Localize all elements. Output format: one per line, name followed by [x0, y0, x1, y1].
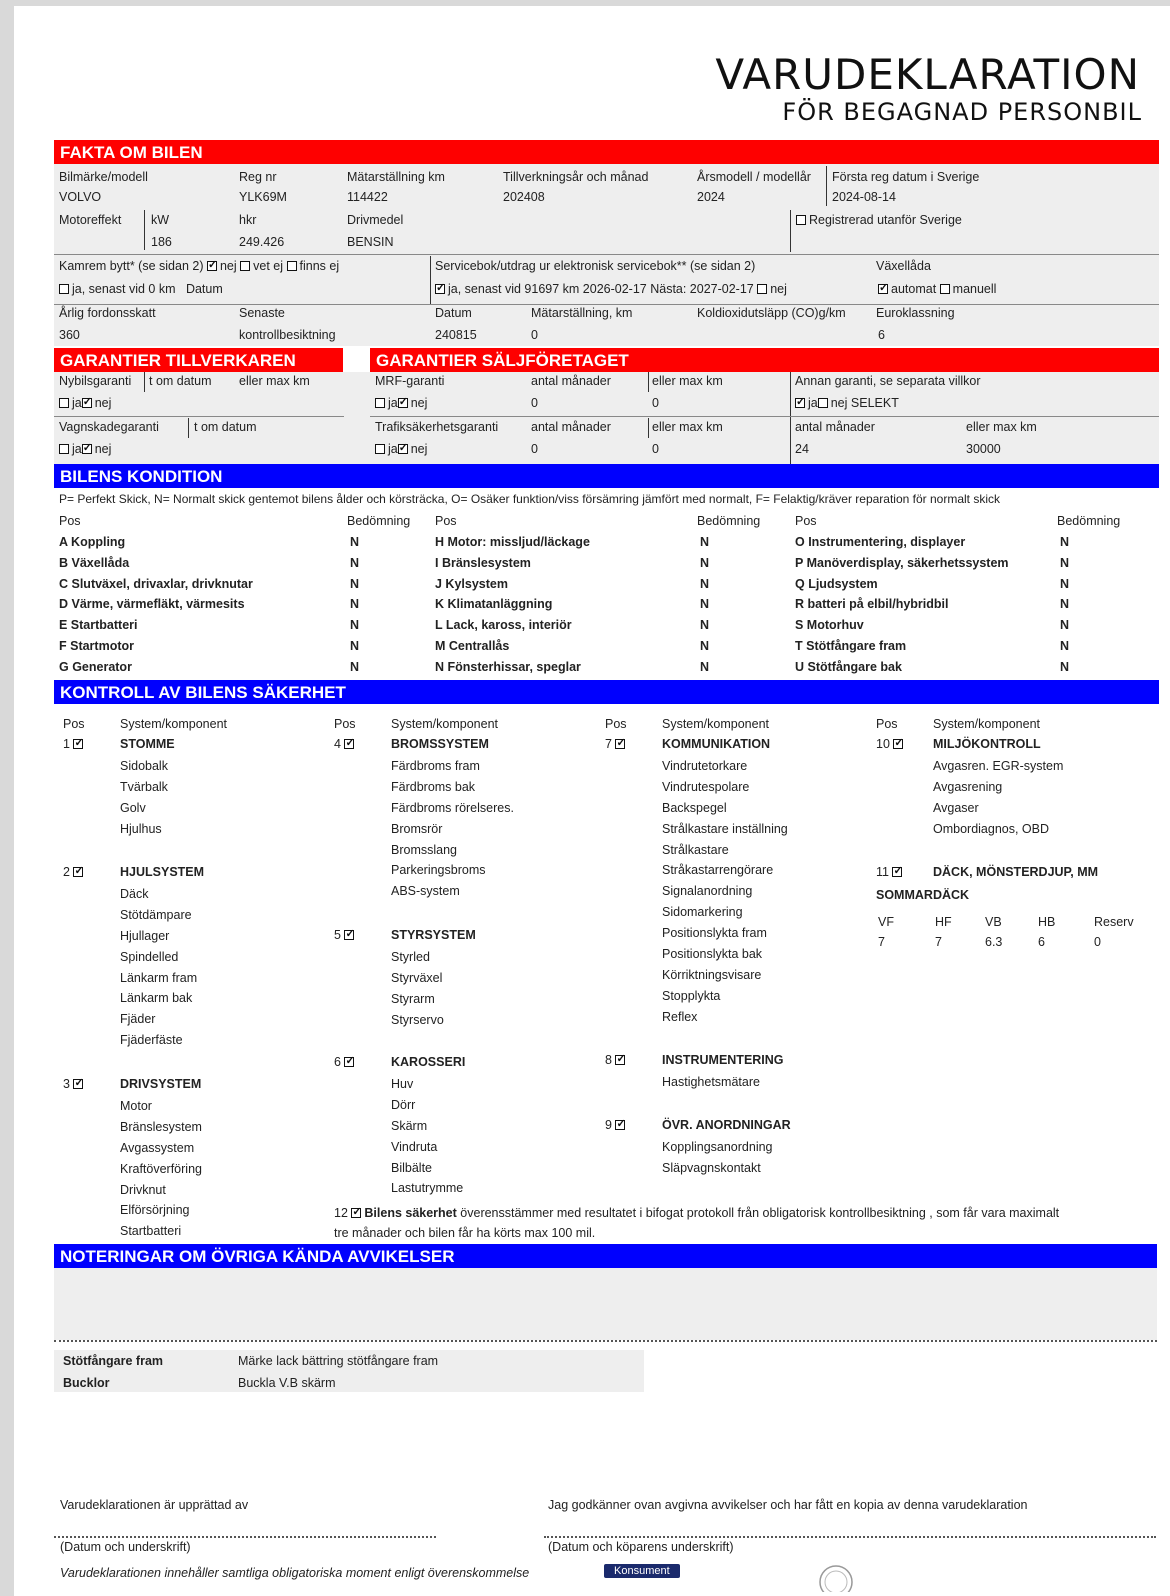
- kondition-pos: J Kylsystem: [435, 576, 508, 591]
- item12-text2: tre månader och bilen får ha körts max 100 mil.: [334, 1226, 596, 1240]
- system-header: System/komponent: [391, 717, 498, 731]
- kontroll-item: Styrled: [391, 949, 430, 964]
- pos-header: Pos: [59, 514, 81, 528]
- pos-header: Pos: [334, 717, 356, 731]
- kontroll-item: Kraftöverföring: [120, 1161, 202, 1176]
- eller-max-km-label: eller max km: [239, 374, 310, 388]
- kontrollbesiktning-label: kontrollbesiktning: [239, 328, 336, 342]
- kontroll-item: Stråkastarrengörare: [662, 863, 774, 878]
- vagnskada-janej: [59, 442, 111, 456]
- koldioxid-label: Koldioxidutsläpp (CO)g/km: [697, 306, 846, 320]
- checkbox-icon[interactable]: [796, 215, 806, 225]
- euroklass-value: 6: [878, 328, 885, 342]
- kondition-value: N: [350, 618, 360, 633]
- kontroll-item: Signalanordning: [662, 884, 753, 899]
- nybil-label: Nybilsgaranti: [59, 374, 132, 388]
- antal-manader-label: antal månader: [531, 374, 611, 388]
- ja-checkbox[interactable]: [59, 444, 69, 454]
- kontroll-group-title: MILJÖKONTROLL: [933, 737, 1041, 751]
- kontroll-item: Hjullager: [120, 928, 170, 943]
- kamrem-label: Kamrem bytt* (se sidan 2): [59, 259, 204, 273]
- noteringar-background: [54, 1268, 1157, 1340]
- hkr-label: hkr: [239, 213, 257, 227]
- eller-max-km-label: eller max km: [652, 374, 723, 388]
- trafik-km-value: 0: [652, 442, 659, 456]
- kontroll-item: Bränslesystem: [120, 1119, 202, 1134]
- kondition-pos: E Startbatteri: [59, 618, 138, 633]
- document-subtitle: FÖR BEGAGNAD PERSONBIL: [782, 98, 1142, 126]
- option-label: ja, senast vid 91697 km 2026-02-17 Nästa: 2027-02-17: [448, 282, 754, 296]
- kondition-value: N: [700, 659, 710, 674]
- kontroll-item: Färdbroms fram: [391, 758, 480, 773]
- system-header: System/komponent: [662, 717, 769, 731]
- tire-header: VB: [985, 915, 1002, 929]
- kondition-value: N: [350, 597, 360, 612]
- kontroll-item: Avgassystem: [120, 1140, 195, 1155]
- euroklass-label: Euroklassning: [876, 306, 955, 320]
- kondition-pos: P Manöverdisplay, säkerhetssystem: [795, 555, 1009, 570]
- field-value: 2024: [697, 190, 725, 204]
- signature-left-label: Varudeklarationen är upprättad av: [60, 1498, 249, 1512]
- kontroll-item: Sidobalk: [120, 758, 168, 773]
- kondition-legend: P= Perfekt Skick, N= Normalt skick gentemot bilens ålder och körsträcka, O= Osäker funktion/viss försämring jämfört med normalt, F= Felaktig/kräver reparation för normalt skick: [59, 492, 1001, 506]
- group-checkbox[interactable]: [344, 739, 354, 749]
- group-number: 3: [63, 1077, 70, 1091]
- kondition-pos: F Startmotor: [59, 639, 134, 653]
- field-label: Tillverkningsår och månad: [503, 170, 649, 184]
- kondition-pos: A Koppling: [59, 535, 126, 549]
- servicebok-row: [435, 282, 787, 296]
- tom-datum-label: t om datum: [194, 420, 257, 434]
- kontroll-item: Bromsslang: [391, 842, 457, 857]
- annan-km-value: 30000: [966, 442, 1001, 456]
- kontroll-item: Skärm: [391, 1118, 428, 1133]
- tire-value: 6: [1038, 935, 1045, 949]
- ja-checkbox[interactable]: [795, 398, 805, 408]
- mrf-manader-value: 0: [531, 396, 538, 410]
- group-number: 6: [334, 1055, 341, 1069]
- kondition-pos: G Generator: [59, 659, 132, 674]
- kamrem-finns-ej-checkbox[interactable]: [287, 261, 297, 271]
- kontroll-item: Positionslykta bak: [662, 947, 763, 961]
- field-label: Reg nr: [239, 170, 277, 184]
- kontroll-item: Dörr: [391, 1097, 416, 1112]
- kontroll-item: Färdbroms rörelseres.: [391, 800, 514, 815]
- kontroll-group-title: STOMME: [120, 737, 175, 751]
- document-title: VARUDEKLARATION: [715, 50, 1140, 99]
- kondition-value: N: [350, 659, 360, 674]
- group-checkbox[interactable]: [344, 930, 354, 940]
- kondition-value: N: [1060, 555, 1070, 570]
- kontroll-item: Positionslykta fram: [662, 926, 767, 941]
- vagnskada-label: Vagnskadegaranti: [59, 420, 159, 434]
- kamrem-ja-row: [59, 282, 223, 296]
- kondition-pos: D Värme, värmefläkt, värmesits: [59, 597, 245, 612]
- option-label: ja: [388, 442, 398, 456]
- kontroll-group-number: [605, 737, 628, 751]
- nej-checkbox[interactable]: [398, 398, 408, 408]
- kontroll-item: Startbatteri: [120, 1224, 182, 1239]
- kontroll-group-title: ÖVR. ANORDNINGAR: [662, 1118, 791, 1132]
- garantier-saljforetaget-header: GARANTIER SÄLJFÖRETAGET: [370, 348, 1159, 372]
- kontroll-group-title: DRIVSYSTEM: [120, 1077, 202, 1091]
- kw-value: 186: [151, 235, 172, 249]
- eller-max-km-label: eller max km: [652, 420, 723, 434]
- vaxellada-label: Växellåda: [876, 259, 931, 273]
- kw-label: kW: [151, 213, 170, 227]
- annan-janej: [795, 396, 899, 410]
- kontroll-item: Lastutrymme: [391, 1181, 464, 1196]
- mrf-km-value: 0: [652, 396, 659, 410]
- servicebok-ja-checkbox[interactable]: [435, 284, 445, 294]
- field-value: 114422: [347, 190, 388, 204]
- kondition-value: N: [700, 618, 710, 633]
- kontroll-group-number: [876, 865, 905, 879]
- item12-number: 12: [334, 1206, 348, 1220]
- kontroll-group-number: [63, 1077, 86, 1091]
- kontroll-item: Färdbroms bak: [391, 779, 476, 794]
- kamrem-nej-checkbox[interactable]: [207, 261, 217, 271]
- kontroll-item: Länkarm fram: [120, 970, 198, 985]
- datum-value: 240815: [435, 328, 477, 342]
- ja-checkbox[interactable]: [375, 444, 385, 454]
- kondition-pos: S Motorhuv: [795, 618, 864, 633]
- group-number: 2: [63, 865, 70, 879]
- field-value: 202408: [503, 190, 545, 204]
- kontroll-item: Elförsörjning: [120, 1203, 190, 1218]
- kontroll-group-title: KOMMUNIKATION: [662, 737, 771, 751]
- nej-checkbox[interactable]: [818, 398, 828, 408]
- tire-header: HF: [935, 915, 952, 929]
- bedomning-header: Bedömning: [697, 514, 761, 528]
- pos-header: Pos: [795, 514, 817, 528]
- kondition-value: N: [350, 576, 360, 591]
- mrf-label: MRF-garanti: [375, 374, 445, 388]
- kontroll-item: Bilbälte: [391, 1160, 432, 1175]
- kontroll-item: Reflex: [662, 1009, 698, 1024]
- kontroll-item: Avgasrening: [933, 779, 1003, 794]
- kontroll-item: Ombordiagnos, OBD: [933, 821, 1050, 836]
- kondition-value: N: [700, 535, 710, 549]
- kontroll-item: Tvärbalk: [120, 779, 168, 794]
- signature-right-label: Jag godkänner ovan avgivna avvikelser och har fått en kopia av denna varudeklaration: [548, 1498, 1028, 1512]
- fordonsskatt-value: 360: [59, 328, 80, 342]
- kontroll-item: Vindrutespolare: [662, 779, 750, 794]
- group-number: 7: [605, 737, 612, 751]
- notering-label: Stötfångare fram: [63, 1354, 164, 1368]
- kamrem-vet-ej-checkbox[interactable]: [240, 261, 250, 271]
- kontroll-item: ABS-system: [391, 884, 460, 899]
- kontroll-item: Avgasren. EGR-system: [933, 758, 1064, 773]
- option-label: nej: [94, 442, 112, 456]
- bedomning-header: Bedömning: [1057, 514, 1121, 528]
- tire-header: Reserv: [1094, 915, 1134, 929]
- kondition-value: N: [1060, 535, 1070, 549]
- option-label: nej: [219, 259, 237, 273]
- servicebok-label: Servicebok/utdrag ur elektronisk servicebok** (se sidan 2): [435, 259, 756, 273]
- kontroll-item: Golv: [120, 800, 146, 815]
- garantier-tillverkaren-header: GARANTIER TILLVERKAREN: [54, 348, 343, 372]
- kondition-pos: I Bränslesystem: [435, 555, 531, 570]
- option-label: nej: [410, 396, 428, 410]
- tire-value: 7: [878, 935, 885, 949]
- matar2-label: Mätarställning, km: [531, 306, 633, 320]
- nej-checkbox[interactable]: [398, 444, 408, 454]
- drivmedel-value: BENSIN: [347, 235, 394, 249]
- kondition-value: N: [1060, 576, 1070, 591]
- trafik-janej: [375, 442, 427, 456]
- kontroll-item: Släpvagnskontakt: [662, 1160, 761, 1175]
- field-value: VOLVO: [59, 190, 102, 204]
- kontroll-item: Spindelled: [120, 949, 179, 964]
- tire-header: VF: [878, 915, 894, 929]
- tire-value: 0: [1094, 935, 1101, 949]
- kontroll-item: Drivknut: [120, 1182, 166, 1197]
- option-label: automat: [891, 282, 937, 296]
- nej-checkbox[interactable]: [82, 398, 92, 408]
- group-number: 11: [876, 865, 889, 879]
- kontroll-item: Motor: [120, 1098, 152, 1113]
- kontroll-item: Länkarm bak: [120, 991, 193, 1006]
- option-label: ja: [388, 396, 398, 410]
- kondition-pos: Q Ljudsystem: [795, 576, 878, 591]
- group-checkbox[interactable]: [73, 1079, 83, 1089]
- kondition-value: N: [1060, 618, 1070, 633]
- kondition-pos: B Växellåda: [59, 555, 130, 570]
- annan-label: Annan garanti, se separata villkor: [795, 374, 981, 388]
- kontroll-item: Fjäder: [120, 1012, 156, 1027]
- group-checkbox[interactable]: [344, 1057, 354, 1067]
- kondition-section-header: BILENS KONDITION: [54, 464, 1159, 488]
- kontroll-item: Sidomarkering: [662, 905, 743, 920]
- tire-value: 7: [935, 935, 942, 949]
- group-checkbox[interactable]: [615, 1055, 625, 1065]
- option-label: nej: [94, 396, 112, 410]
- datum-label: Datum: [185, 282, 223, 296]
- tire-type: SOMMARDÄCK: [876, 888, 970, 902]
- kontroll-group-number: [605, 1053, 628, 1067]
- kondition-pos: C Slutväxel, drivaxlar, drivknutar: [59, 576, 253, 591]
- field-label: Mätarställning km: [347, 170, 445, 184]
- kontroll-group-number: [63, 865, 86, 879]
- bedomning-header: Bedömning: [347, 514, 411, 528]
- manuell-checkbox[interactable]: [940, 284, 950, 294]
- option-label: finns ej: [299, 259, 340, 273]
- kontroll-group-title: KAROSSERI: [391, 1055, 466, 1069]
- signature-right-caption: (Datum och köparens underskrift): [548, 1540, 734, 1554]
- group-checkbox[interactable]: [893, 739, 903, 749]
- kontroll-item: Däck: [120, 886, 149, 901]
- pos-header: Pos: [876, 717, 898, 731]
- group-checkbox[interactable]: [73, 739, 83, 749]
- nej-checkbox[interactable]: [82, 444, 92, 454]
- kondition-value: N: [1060, 597, 1070, 612]
- kondition-value: N: [350, 535, 360, 549]
- kamrem-ja-checkbox[interactable]: [59, 284, 69, 294]
- antal-manader-label: antal månader: [795, 420, 875, 434]
- group-number: 10: [876, 737, 890, 751]
- tire-header: HB: [1038, 915, 1056, 929]
- automat-checkbox[interactable]: [878, 284, 888, 294]
- field-value: YLK69M: [239, 190, 287, 204]
- reg-utanfor-label: Registrerad utanför Sverige: [809, 213, 962, 227]
- senaste-label: Senaste: [239, 306, 285, 320]
- kontroll-group-title: INSTRUMENTERING: [662, 1053, 784, 1067]
- datum-label: Datum: [435, 306, 472, 320]
- option-label: vet ej: [253, 259, 284, 273]
- kondition-pos: L Lack, kaross, interiör: [435, 618, 572, 633]
- kontroll-group-number: [63, 737, 86, 751]
- kontroll-group-number: [876, 737, 906, 751]
- kontroll-item: Fjäderfäste: [120, 1033, 183, 1048]
- kondition-pos: N Fönsterhissar, speglar: [435, 659, 581, 674]
- kontroll-item: Vindrutetorkare: [662, 758, 748, 773]
- group-number: 4: [334, 737, 341, 751]
- mrf-janej: [375, 396, 427, 410]
- kontroll-section-header: KONTROLL AV BILENS SÄKERHET: [54, 680, 1159, 704]
- option-label: ja: [72, 442, 82, 456]
- field-value: 2024-08-14: [832, 190, 896, 204]
- kondition-value: N: [350, 639, 360, 653]
- fakta-section-header: FAKTA OM BILEN: [54, 140, 1159, 164]
- matar2-value: 0: [531, 328, 538, 342]
- signature-left-caption: (Datum och underskrift): [60, 1540, 191, 1554]
- group-checkbox[interactable]: [73, 867, 83, 877]
- system-header: System/komponent: [120, 717, 227, 731]
- kontroll-group-number: [334, 737, 357, 751]
- kontroll-group-title: DÄCK, MÖNSTERDJUP, MM: [933, 865, 1099, 879]
- option-label: nej SELEKT: [830, 396, 899, 410]
- kontroll-item: Styrarm: [391, 991, 435, 1006]
- option-label: nej: [410, 442, 428, 456]
- drivmedel-label: Drivmedel: [347, 213, 404, 227]
- item12-row: [334, 1206, 1059, 1220]
- kondition-value: N: [700, 639, 710, 653]
- kamrem-row: [59, 259, 339, 273]
- annan-manader-value: 24: [795, 442, 809, 456]
- tire-value: 6.3: [985, 935, 1003, 949]
- item12-text: överensstämmer med resultatet i bifogat protokoll från obligatorisk kontrollbesiktning , som får vara maximalt: [456, 1206, 1060, 1220]
- kontroll-item: Styrservo: [391, 1012, 444, 1027]
- kontroll-group-number: [334, 928, 357, 942]
- option-label: nej: [770, 282, 787, 296]
- fordonsskatt-label: Årlig fordonsskatt: [59, 306, 156, 320]
- kondition-pos: T Stötfångare fram: [795, 639, 907, 653]
- kondition-pos: M Centrallås: [435, 639, 510, 653]
- motoreffekt-label: Motoreffekt: [59, 213, 122, 227]
- kondition-value: N: [1060, 659, 1070, 674]
- pos-header: Pos: [605, 717, 627, 731]
- kontroll-item: Styrväxel: [391, 970, 443, 985]
- reg-utanfor-checkbox[interactable]: [796, 213, 962, 227]
- antal-manader-label: antal månader: [531, 420, 611, 434]
- kondition-value: N: [350, 555, 360, 570]
- kontroll-item: Hjulhus: [120, 821, 162, 836]
- kontroll-item: Strålkastare inställning: [662, 821, 788, 836]
- group-number: 1: [63, 737, 70, 751]
- kondition-pos: K Klimatanläggning: [435, 597, 553, 612]
- kontroll-group-title: HJULSYSTEM: [120, 865, 205, 879]
- group-number: 8: [605, 1053, 612, 1067]
- notering-text: Buckla V.B skärm: [238, 1376, 336, 1390]
- servicebok-nej-checkbox[interactable]: [757, 284, 767, 294]
- eller-max-km-label: eller max km: [966, 420, 1037, 434]
- kondition-pos: H Motor: missljud/läckage: [435, 535, 590, 549]
- ja-checkbox[interactable]: [375, 398, 385, 408]
- kondition-pos: U Stötfångare bak: [795, 659, 902, 674]
- konsument-badge: Konsument: [604, 1564, 680, 1578]
- nybil-janej: [59, 396, 111, 410]
- group-checkbox[interactable]: [615, 739, 625, 749]
- trafik-manader-value: 0: [531, 442, 538, 456]
- item12-checkbox[interactable]: [351, 1208, 361, 1218]
- field-label: Bilmärke/modell: [59, 170, 148, 184]
- kontroll-item: Vindruta: [391, 1139, 438, 1154]
- tom-datum-label: t om datum: [149, 374, 212, 388]
- group-number: 5: [334, 928, 341, 942]
- kontroll-group-number: [334, 1055, 357, 1069]
- option-label: ja: [808, 396, 818, 410]
- pos-header: Pos: [435, 514, 457, 528]
- field-label: Första reg datum i Sverige: [832, 170, 980, 184]
- kontroll-item: Stötdämpare: [120, 907, 192, 922]
- kontroll-item: Stopplykta: [662, 988, 721, 1003]
- group-checkbox[interactable]: [615, 1120, 625, 1130]
- kondition-pos: R batteri på elbil/hybridbil: [795, 597, 949, 612]
- group-checkbox[interactable]: [892, 867, 902, 877]
- ja-checkbox[interactable]: [59, 398, 69, 408]
- kontroll-item: Avgaser: [933, 800, 979, 815]
- kontroll-item: Strålkastare: [662, 842, 729, 857]
- hkr-value: 249.426: [239, 235, 285, 249]
- kontroll-item: Huv: [391, 1076, 414, 1091]
- trafik-label: Trafiksäkerhetsgaranti: [375, 420, 499, 434]
- footer-text: Varudeklarationen innehåller samtliga obligatoriska moment enligt överenskommelse: [60, 1566, 530, 1580]
- option-label: ja: [72, 396, 82, 410]
- system-header: System/komponent: [933, 717, 1040, 731]
- seal-icon: [816, 1562, 856, 1592]
- kontroll-item: Bromsrör: [391, 821, 443, 836]
- kondition-value: N: [1060, 639, 1070, 653]
- kontroll-item: Hastighetsmätare: [662, 1074, 760, 1089]
- pos-header: Pos: [63, 717, 85, 731]
- vaxellada-row: [878, 282, 996, 296]
- kondition-value: N: [700, 555, 710, 570]
- kontroll-item: Kopplingsanordning: [662, 1139, 773, 1154]
- kontroll-group-number: [605, 1118, 628, 1132]
- group-number: 9: [605, 1118, 612, 1132]
- item12-bold: Bilens säkerhet: [364, 1206, 457, 1220]
- kondition-value: N: [700, 576, 710, 591]
- kontroll-item: Körriktningsvisare: [662, 967, 762, 982]
- notering-label: Bucklor: [63, 1376, 110, 1390]
- document-page: [14, 6, 1170, 1596]
- kondition-value: N: [700, 597, 710, 612]
- option-label: ja, senast vid 0 km: [72, 282, 176, 296]
- kontroll-item: Backspegel: [662, 800, 727, 815]
- kontroll-item: Parkeringsbroms: [391, 863, 486, 878]
- noteringar-section-header: NOTERINGAR OM ÖVRIGA KÄNDA AVVIKELSER: [54, 1244, 1157, 1268]
- kondition-pos: O Instrumentering, displayer: [795, 535, 966, 549]
- option-label: manuell: [952, 282, 997, 296]
- field-label: Årsmodell / modellår: [697, 170, 811, 184]
- notering-text: Märke lack bättring stötfångare fram: [238, 1354, 439, 1368]
- kontroll-group-title: BROMSSYSTEM: [391, 737, 489, 751]
- kontroll-group-title: STYRSYSTEM: [391, 928, 476, 942]
